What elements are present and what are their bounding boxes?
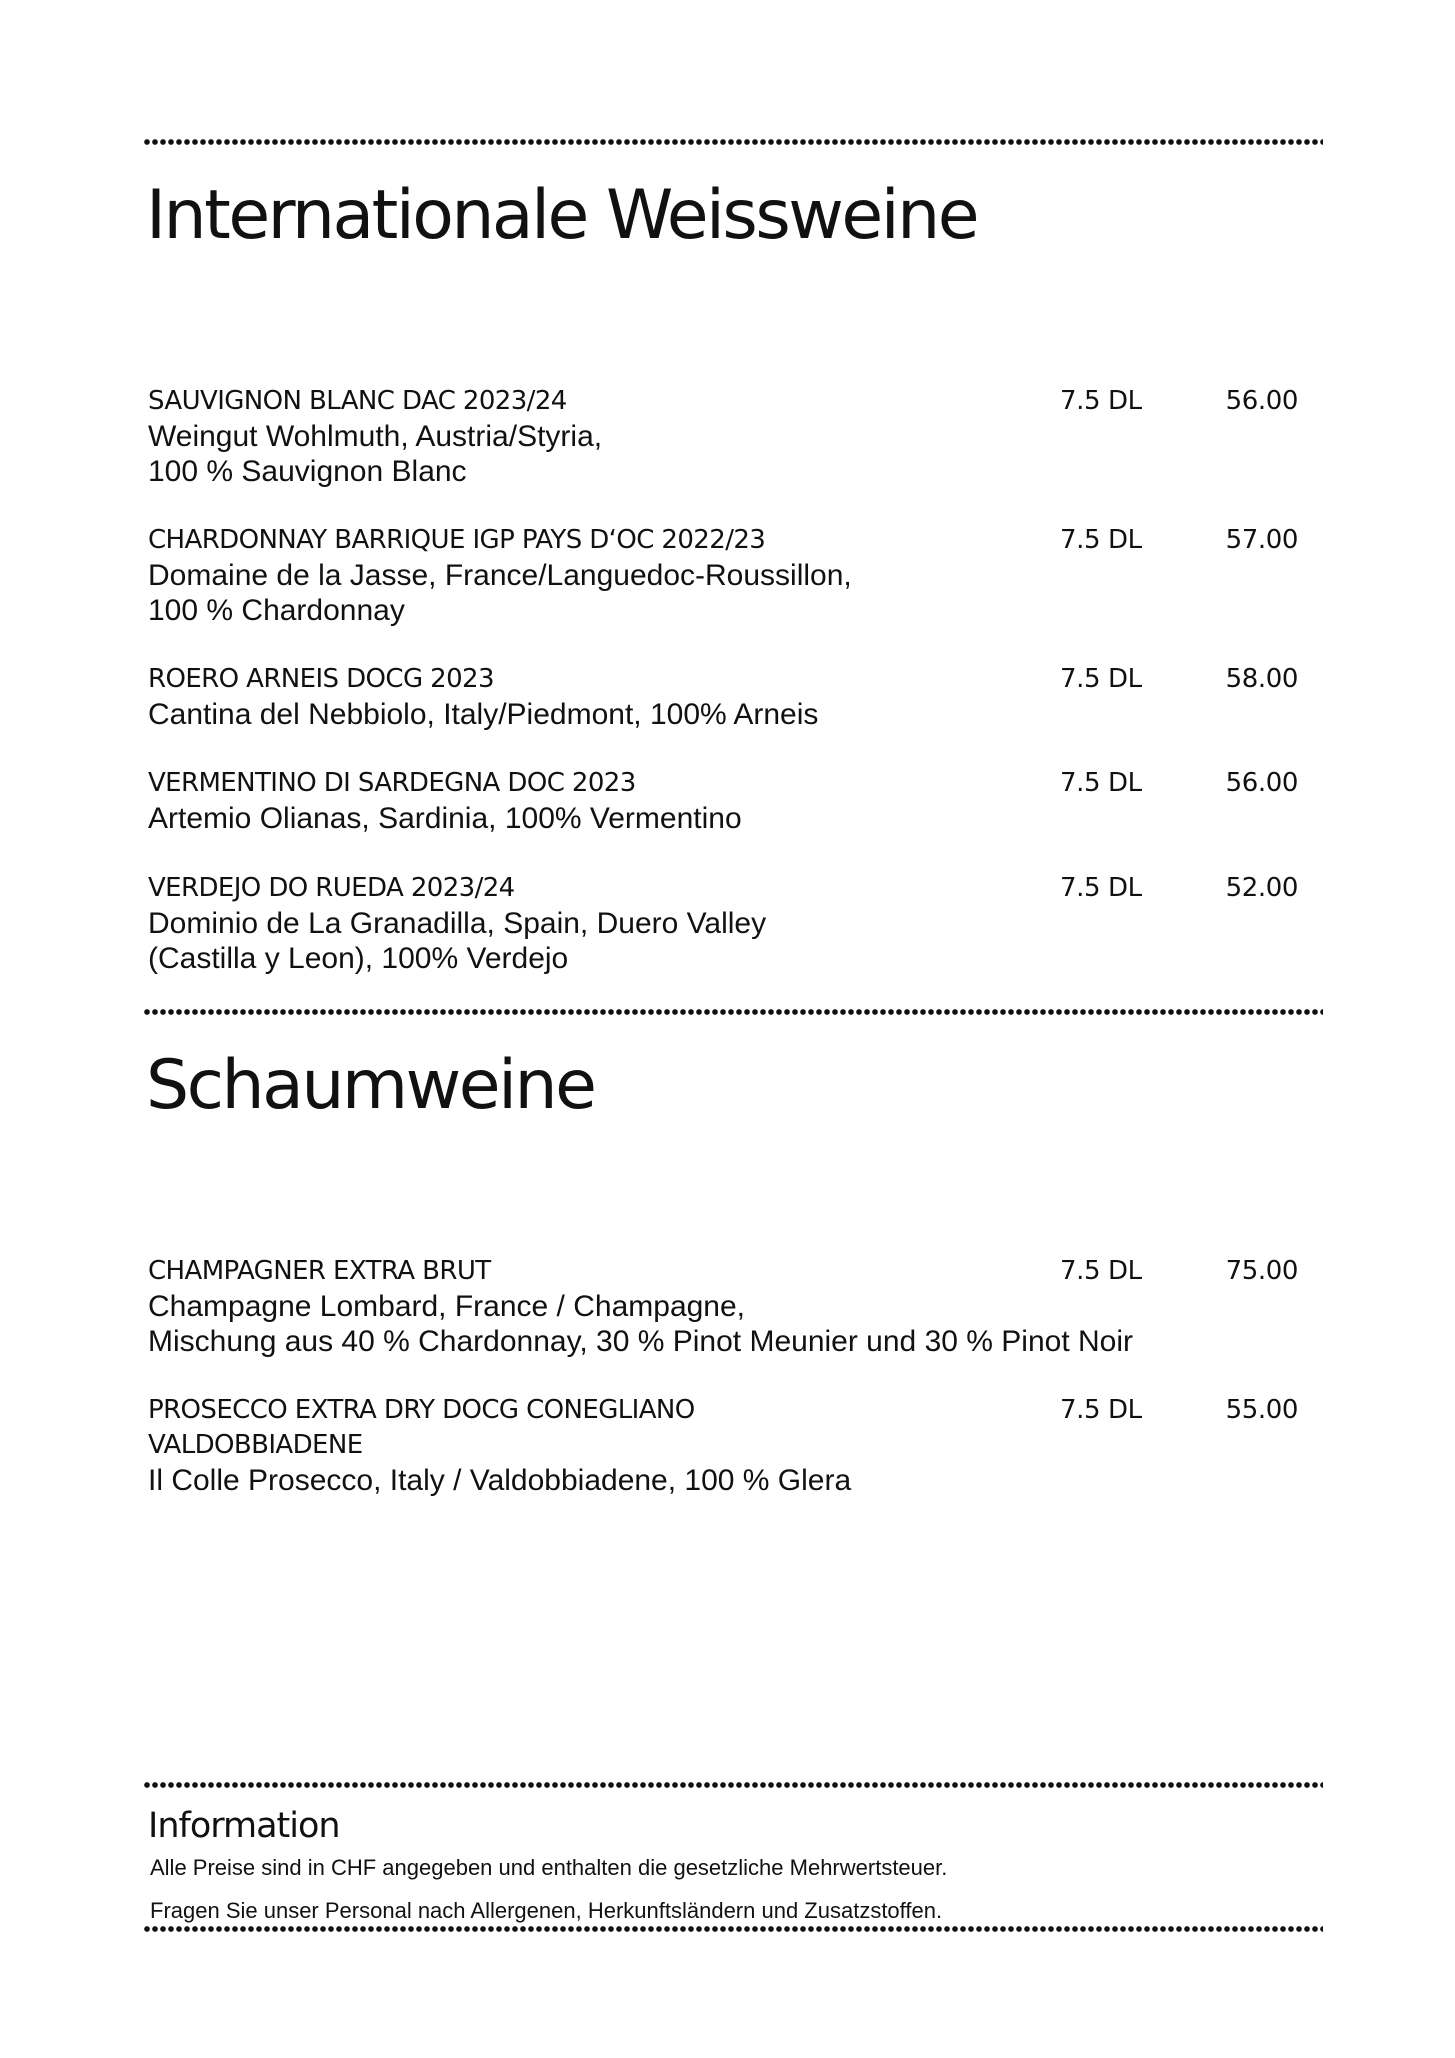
wine-item-prosecco [148, 1393, 1298, 1498]
wine-description-line: Dominio de La Granadilla, Spain, Duero Valley [148, 907, 767, 940]
wine-item-sauvignon-blanc [148, 384, 1298, 489]
middle-dotted-divider [143, 1009, 1323, 1015]
wine-name: VALDOBBIADENE [148, 1430, 363, 1460]
info-top-dotted-divider [143, 1782, 1323, 1788]
wine-name: CHAMPAGNER EXTRA BRUT [148, 1256, 491, 1286]
wine-volume: 7.5 DL [1060, 386, 1142, 416]
wine-description-line: Mischung aus 40 % Chardonnay, 30 % Pinot Meunier und 30 % Pinot Noir [148, 1325, 1134, 1358]
wine-item-roero-arneis [148, 662, 1298, 732]
wine-volume: 7.5 DL [1060, 525, 1142, 555]
wine-item-vermentino [148, 766, 1298, 836]
wine-name: ROERO ARNEIS DOCG 2023 [148, 664, 494, 694]
wine-description-line: Artemio Olianas, Sardinia, 100% Vermentino [148, 802, 742, 835]
wine-name: CHARDONNAY BARRIQUE IGP PAYS D‘OC 2022/23 [148, 525, 766, 555]
wine-name: VERDEJO DO RUEDA 2023/24 [148, 873, 515, 903]
bottom-dotted-divider [143, 1926, 1323, 1932]
wine-price: 55.00 [1225, 1395, 1298, 1425]
wine-volume: 7.5 DL [1060, 873, 1142, 903]
wine-price: 56.00 [1225, 386, 1298, 416]
wine-description-line: Domaine de la Jasse, France/Languedoc-Roussillon, [148, 559, 852, 592]
wine-price: 58.00 [1225, 664, 1298, 694]
wine-description-line: Cantina del Nebbiolo, Italy/Piedmont, 100% Arneis [148, 698, 819, 731]
wine-volume: 7.5 DL [1060, 664, 1142, 694]
wine-name: VERMENTINO DI SARDEGNA DOC 2023 [148, 768, 636, 798]
information-line: Fragen Sie unser Personal nach Allergenen, Herkunftsländern und Zusatzstoffen. [150, 1898, 943, 1923]
wine-description-line: Il Colle Prosecco, Italy / Valdobbiadene, 100 % Glera [148, 1464, 852, 1497]
wine-volume: 7.5 DL [1060, 768, 1142, 798]
wine-name: SAUVIGNON BLANC DAC 2023/24 [148, 386, 567, 416]
section-title-white-wines: Internationale Weissweine [146, 176, 978, 255]
information-line: Alle Preise sind in CHF angegeben und enthalten die gesetzliche Mehrwertsteuer. [150, 1855, 948, 1880]
wine-price: 52.00 [1225, 873, 1298, 903]
wine-price: 56.00 [1225, 768, 1298, 798]
wine-item-chardonnay [148, 523, 1298, 628]
wine-item-champagner [148, 1254, 1298, 1359]
wine-description-line: Champagne Lombard, France / Champagne, [148, 1290, 746, 1323]
wine-description-line: 100 % Chardonnay [148, 594, 405, 627]
top-dotted-divider [143, 139, 1323, 145]
wine-item-verdejo [148, 871, 1298, 976]
wine-description-line: (Castilla y Leon), 100% Verdejo [148, 942, 569, 975]
wine-description-line: Weingut Wohlmuth, Austria/Styria, [148, 420, 603, 453]
wine-price: 57.00 [1225, 525, 1298, 555]
wine-volume: 7.5 DL [1060, 1395, 1142, 1425]
wine-description-line: 100 % Sauvignon Blanc [148, 455, 467, 488]
wine-volume: 7.5 DL [1060, 1256, 1142, 1286]
wine-price: 75.00 [1225, 1256, 1298, 1286]
wine-name: PROSECCO EXTRA DRY DOCG CONEGLIANO [148, 1395, 695, 1425]
information-title: Information [148, 1806, 340, 1846]
section-title-sparkling-wines: Schaumweine [146, 1046, 595, 1125]
